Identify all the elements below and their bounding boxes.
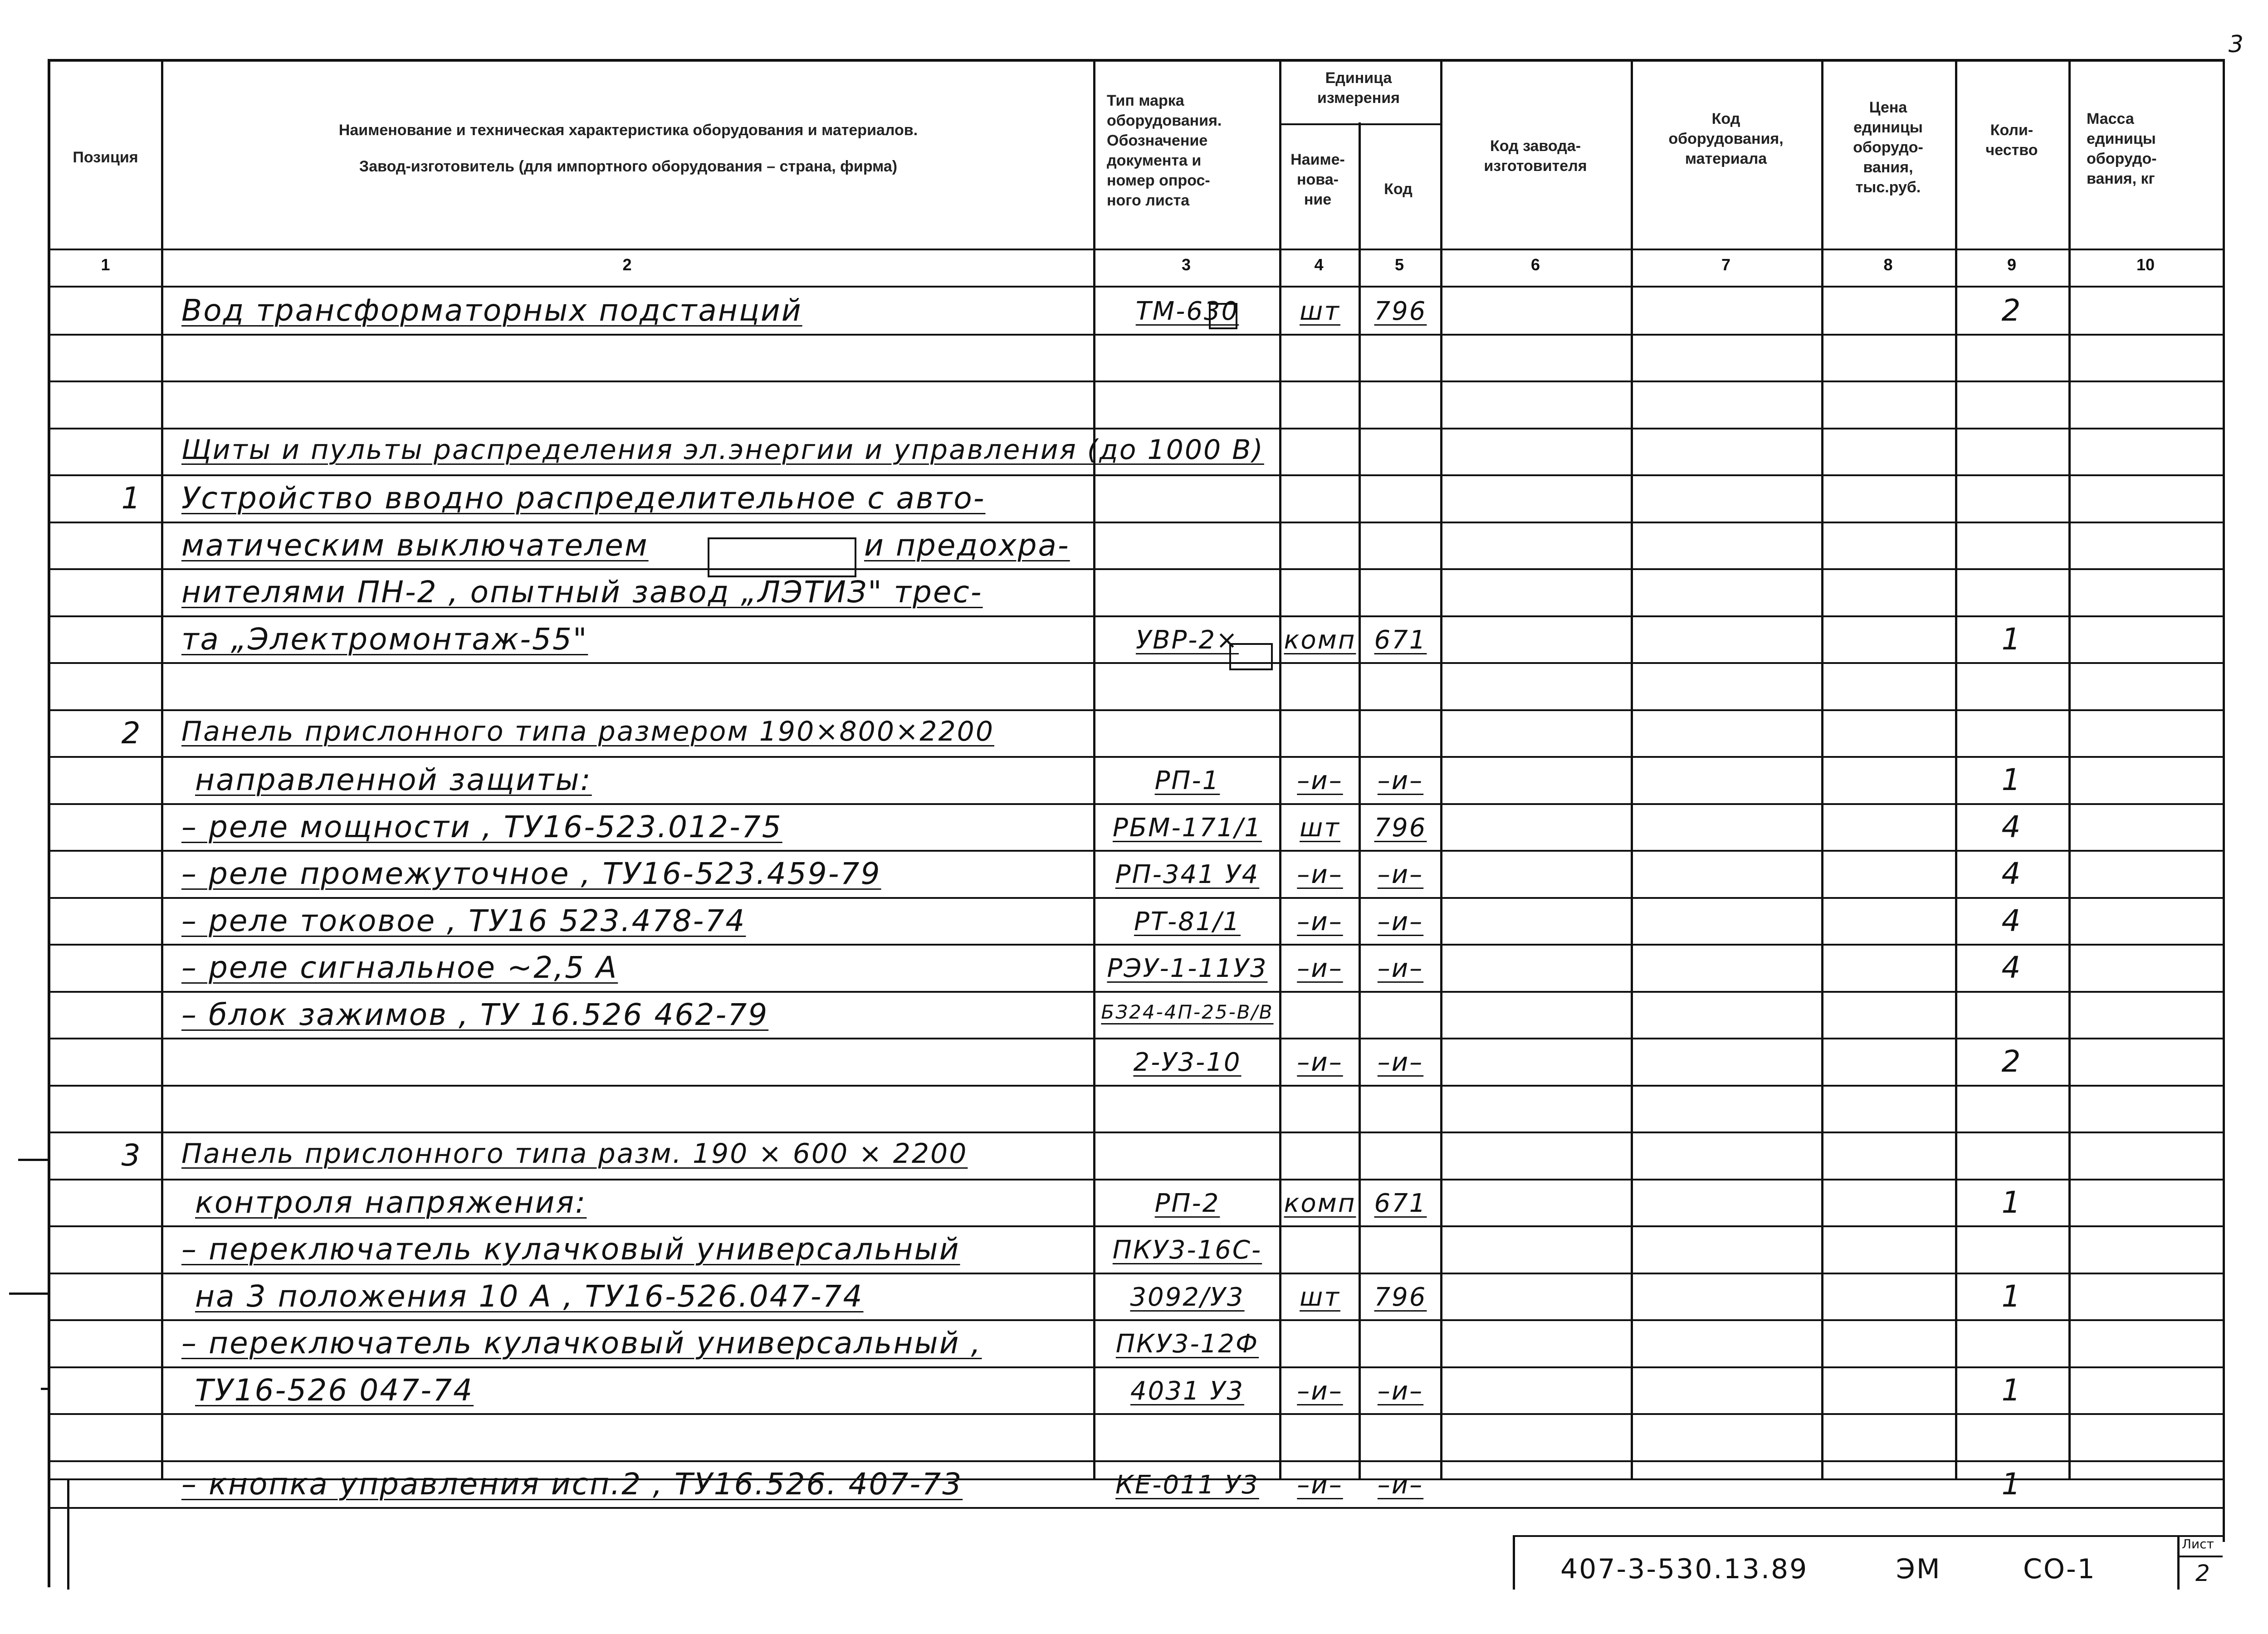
row-type: 4031 У3 [1130, 1376, 1245, 1406]
row-code: 671 [1374, 625, 1427, 655]
row-name: контроля напряжения: [195, 1185, 587, 1220]
title-block-border [1513, 1535, 2223, 1537]
row-type: УВР-2× [1135, 625, 1239, 655]
row-line [50, 1179, 2223, 1180]
row-code: 796 [1374, 297, 1427, 326]
row-name: Панель прислонного типа размером 190×800×2200 [181, 716, 995, 747]
blank-box [708, 537, 856, 577]
row-line [50, 1413, 2223, 1415]
row-unit: –и– [1297, 954, 1343, 983]
header-line: единицы [1853, 119, 1923, 136]
column-number: 2 [622, 255, 632, 274]
column-number: 10 [2136, 255, 2155, 274]
row-name: – реле промежуточное , ТУ16-523.459-79 [181, 856, 881, 891]
row-type: ТМ-630 [1135, 297, 1239, 326]
left-border-extension [67, 1478, 69, 1590]
row-quantity: 1 [2001, 1279, 2022, 1314]
header-equipment-code [1631, 109, 1821, 169]
row-code: –и– [1377, 860, 1424, 889]
row-name: – переключатель кулачковый универсальный [181, 1232, 960, 1267]
row-line [50, 522, 2223, 523]
row-type: РЭУ-1-11У3 [1107, 954, 1268, 983]
corner-sheet-number: 3 [2228, 31, 2244, 58]
title-block-border [1513, 1535, 1515, 1590]
row-unit: –и– [1297, 907, 1343, 937]
row-line [50, 756, 2223, 758]
row-type: РП-341 У4 [1115, 860, 1260, 889]
row-type: ПКУ3-16С- [1112, 1235, 1262, 1265]
header-unit-code: Код [1384, 180, 1413, 198]
header-name-line1: Наименование и техническая характеристика оборудования и материалов. [338, 122, 918, 139]
header-price [1821, 98, 1955, 197]
header-line: номер опрос- [1107, 172, 1210, 189]
row-name: Щиты и пульты распределения эл.энергии и управления (до 1000 В) [181, 434, 1264, 466]
title-block-border [2177, 1556, 2223, 1557]
row-type: 3092/У3 [1130, 1283, 1245, 1312]
row-name: Панель прислонного типа разм. 190 × 600 × 2200 [181, 1138, 968, 1170]
row-name: направленной защиты: [195, 762, 592, 797]
row-type: 2-У3-10 [1133, 1048, 1242, 1077]
header-mass [2068, 109, 2223, 189]
row-name-continuation: и предохра- [864, 528, 1070, 563]
row-type: ПКУ3-12Ф [1115, 1329, 1259, 1359]
row-quantity: 4 [2001, 903, 2022, 938]
header-line: ние [1304, 191, 1332, 208]
row-unit: комп [1284, 625, 1356, 655]
header-line: единицы [2087, 130, 2156, 147]
row-name: Вод трансформаторных подстанций [181, 293, 802, 328]
row-line [50, 1273, 2223, 1274]
row-unit: шт [1300, 1283, 1340, 1312]
row-name: Устройство вводно распределительное с авто- [181, 481, 986, 516]
header-line: документа и [1107, 152, 1202, 169]
row-line [50, 897, 2223, 899]
row-type: РП-2 [1154, 1189, 1220, 1218]
row-line [50, 662, 2223, 664]
row-type: РП-1 [1154, 766, 1220, 795]
row-unit: шт [1300, 297, 1340, 326]
header-line: оборудо- [1853, 139, 1923, 156]
row-line [50, 1085, 2223, 1087]
row-quantity: 1 [2001, 1373, 2022, 1408]
row-name: – реле токовое , ТУ16 523.478-74 [181, 903, 746, 938]
row-name: матическим выключателем [181, 528, 649, 563]
row-line [50, 1460, 2223, 1462]
row-quantity: 4 [2001, 856, 2022, 891]
row-name: – реле сигнальное ~2,5 А [181, 950, 618, 985]
stamp-box [1209, 303, 1237, 329]
row-name: – реле мощности , ТУ16-523.012-75 [181, 810, 782, 844]
header-line: Обозначение [1107, 132, 1208, 149]
row-line [50, 334, 2223, 336]
row-name: та „Электромонтаж-55" [181, 622, 588, 657]
header-type [1093, 91, 1279, 210]
header-line: чество [1985, 141, 2038, 159]
row-line [50, 428, 2223, 429]
header-line: Код [1711, 110, 1740, 127]
row-quantity: 1 [2001, 622, 2022, 657]
row-code: 796 [1374, 813, 1427, 843]
header-line: оборудования. [1107, 112, 1222, 129]
row-line [50, 1366, 2223, 1368]
row-line [50, 615, 2223, 617]
row-unit: комп [1284, 1189, 1356, 1218]
row-line [50, 1132, 2223, 1133]
row-quantity: 1 [2001, 1467, 2022, 1502]
row-line [50, 850, 2223, 852]
row-position: 3 [121, 1138, 142, 1173]
row-unit: –и– [1297, 1376, 1343, 1406]
header-factory-code [1440, 136, 1631, 176]
row-quantity: 4 [2001, 810, 2022, 844]
header-line: материала [1685, 150, 1767, 167]
sheet-code: СО-1 [2023, 1553, 2096, 1585]
row-name: – блок зажимов , ТУ 16.526 462-79 [181, 997, 769, 1032]
row-name: – переключатель кулачковый универсальный , [181, 1326, 982, 1361]
row-line [50, 1507, 2223, 1509]
column-number: 6 [1530, 255, 1540, 274]
header-line: нова- [1297, 171, 1339, 188]
row-unit: –и– [1297, 860, 1343, 889]
header-line: Тип марка [1107, 92, 1184, 109]
column-number: 7 [1721, 255, 1731, 274]
column-number: 4 [1314, 255, 1324, 274]
header-line: оборудо- [2087, 150, 2157, 167]
row-unit: шт [1300, 813, 1340, 843]
row-code: 796 [1374, 1283, 1427, 1312]
row-name: ТУ16-526 047-74 [195, 1373, 474, 1408]
row-line [50, 944, 2223, 946]
header-line: Цена [1869, 99, 1907, 116]
row-type: РТ-81/1 [1134, 907, 1241, 937]
row-type: КЕ-011 У3 [1115, 1470, 1259, 1500]
row-line [50, 380, 2223, 382]
margin-tick [9, 1293, 48, 1295]
header-unit-name [1279, 150, 1356, 210]
row-name: на 3 положения 10 А , ТУ16-526.047-74 [195, 1279, 864, 1314]
sheet-number: 2 [2195, 1560, 2211, 1586]
row-code: –и– [1377, 954, 1424, 983]
column-number-line [50, 286, 2223, 288]
row-code: –и– [1377, 907, 1424, 937]
header-line: Код завода- [1490, 137, 1581, 155]
row-code: –и– [1377, 766, 1424, 795]
row-line [50, 991, 2223, 993]
row-type: РБМ-171/1 [1112, 813, 1262, 843]
stamp-box [1229, 643, 1273, 670]
header-line: ного листа [1107, 192, 1190, 209]
header-line: вания, [1863, 159, 1913, 176]
row-line [50, 709, 2223, 711]
row-quantity: 4 [2001, 950, 2022, 985]
row-line [50, 1038, 2223, 1039]
row-unit: –и– [1297, 766, 1343, 795]
header-line: Наиме- [1290, 151, 1345, 168]
row-name: нителями ПН-2 , опытный завод „ЛЭТИЗ" трес- [181, 575, 983, 610]
sheet-label: Лист [2182, 1536, 2214, 1551]
column-number: 9 [2007, 255, 2017, 274]
unit-group-line [1279, 123, 1440, 125]
header-line: Масса [2087, 110, 2134, 127]
row-name: – кнопка управления исп.2 , ТУ16.526. 407-73 [181, 1467, 963, 1502]
row-code: –и– [1377, 1048, 1424, 1077]
column-number: 8 [1883, 255, 1893, 274]
header-name-line2: Завод-изготовитель (для импортного оборудования – страна, фирма) [359, 158, 898, 175]
header-line: оборудования, [1668, 130, 1784, 147]
column-number: 3 [1181, 255, 1191, 274]
row-position: 2 [121, 716, 142, 751]
row-quantity: 2 [2001, 1044, 2022, 1079]
header-line: измерения [1317, 89, 1400, 107]
row-quantity: 2 [2001, 293, 2022, 328]
header-line: Единица [1325, 69, 1392, 87]
row-type: БЗ24-4П-25-В/В [1101, 1001, 1274, 1023]
row-code: –и– [1377, 1376, 1424, 1406]
row-unit: –и– [1297, 1048, 1343, 1077]
column-number: 5 [1394, 255, 1404, 274]
header-line: Коли- [1990, 122, 2033, 139]
row-position: 1 [121, 481, 142, 516]
section-code: ЭМ [1896, 1553, 1941, 1585]
margin-tick [18, 1159, 48, 1161]
row-code: 671 [1374, 1189, 1427, 1218]
header-unit-group [1279, 68, 1438, 108]
header-position: Позиция [73, 149, 138, 166]
row-code: –и– [1377, 1470, 1424, 1500]
header-line: изготовителя [1484, 157, 1587, 175]
row-line [50, 1319, 2223, 1321]
row-line [50, 568, 2223, 570]
document-code: 407-3-530.13.89 [1560, 1553, 1809, 1585]
row-line [50, 1225, 2223, 1227]
row-quantity: 1 [2001, 1185, 2022, 1220]
table-right-border [2223, 59, 2225, 1542]
header-line: тыс.руб. [1855, 179, 1921, 196]
row-line [50, 474, 2223, 476]
header-line: вания, кг [2087, 170, 2155, 187]
row-quantity: 1 [2001, 762, 2022, 797]
header-bottom-line [50, 249, 2223, 250]
row-unit: –и– [1297, 1470, 1343, 1500]
row-line [50, 803, 2223, 805]
column-number: 1 [101, 255, 110, 274]
header-quantity [1955, 120, 2068, 160]
title-block-border [2177, 1535, 2180, 1590]
